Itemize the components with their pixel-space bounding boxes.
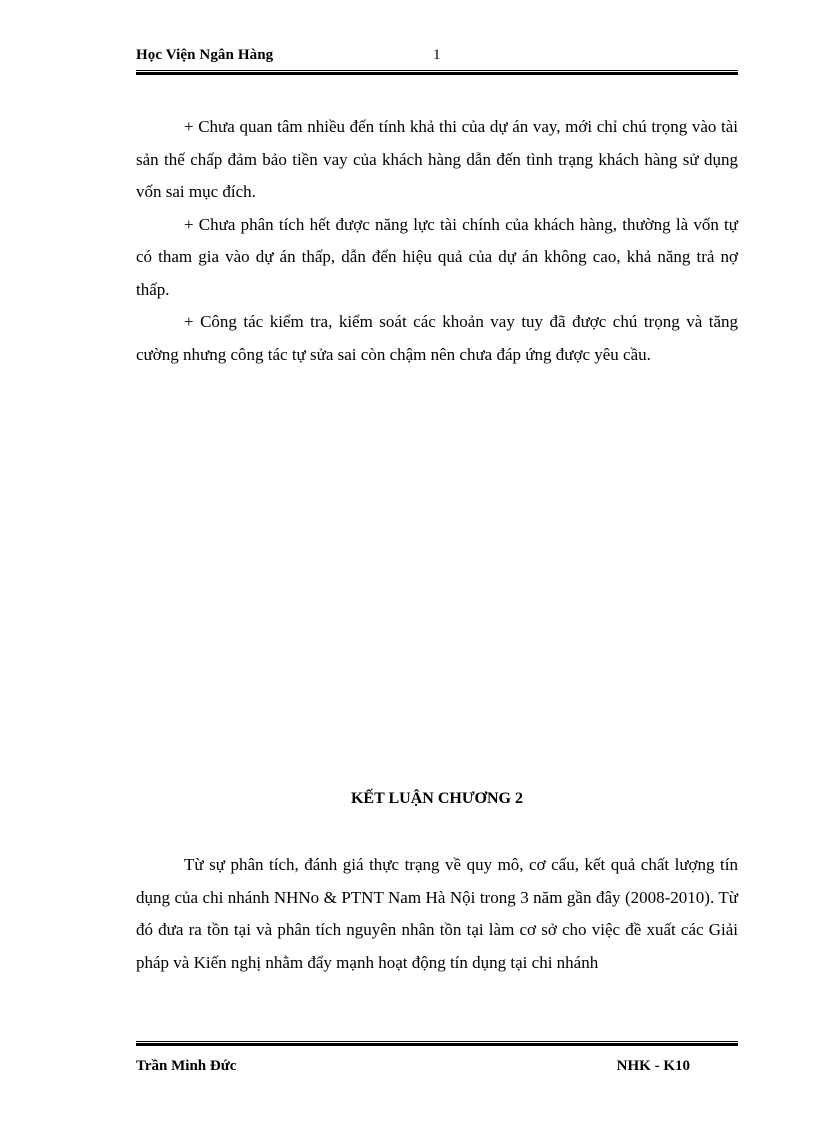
issue-paragraph: + Chưa phân tích hết được năng lực tài chính của khách hàng, thường là vốn tự có tham gia vào dự án thấp, dẫn đến hiệu quả của dự án không cao, khả năng trả nợ thấp. (136, 214, 738, 299)
conclusion-body (136, 849, 738, 979)
header-double-rule (136, 70, 738, 75)
header-page-number: 1 (433, 47, 441, 63)
chapter-conclusion-heading: KẾT LUẬN CHƯƠNG 2 (350, 790, 523, 807)
page-footer (136, 1058, 738, 1078)
header-institution-title: Học Viện Ngân Hàng (136, 47, 274, 63)
issue-paragraph: + Công tác kiểm tra, kiểm soát các khoản vay tuy đã được chú trọng và tăng cường nhưng công tác tự sửa sai còn chậm nên chưa đáp ứng được yêu cầu. (136, 312, 738, 364)
footer-double-rule (136, 1041, 738, 1046)
footer-class-code: NHK - K10 (616, 1058, 690, 1074)
page-header (136, 47, 738, 67)
issues-list (136, 111, 738, 371)
footer-author-name: Trần Minh Đức (136, 1058, 237, 1074)
conclusion-paragraph: Từ sự phân tích, đánh giá thực trạng về quy mô, cơ cấu, kết quả chất lượng tín dụng của chi nhánh NHNo & PTNT Nam Hà Nội trong 3 năm gần đây (2008-2010). Từ đó đưa ra tồn tại và phân tích nguyên nhân tồn tại làm cơ sở cho việc đề xuất các Giải pháp và Kiến nghị nhằm đẩy mạnh hoạt động tín dụng tại chi nhánh (136, 855, 738, 972)
issue-paragraph: + Chưa quan tâm nhiều đến tính khả thi của dự án vay, mới chỉ chú trọng vào tài sản thế chấp đảm bảo tiền vay của khách hàng dẫn đến tình trạng khách hàng sử dụng vốn sai mục đích. (136, 117, 738, 201)
